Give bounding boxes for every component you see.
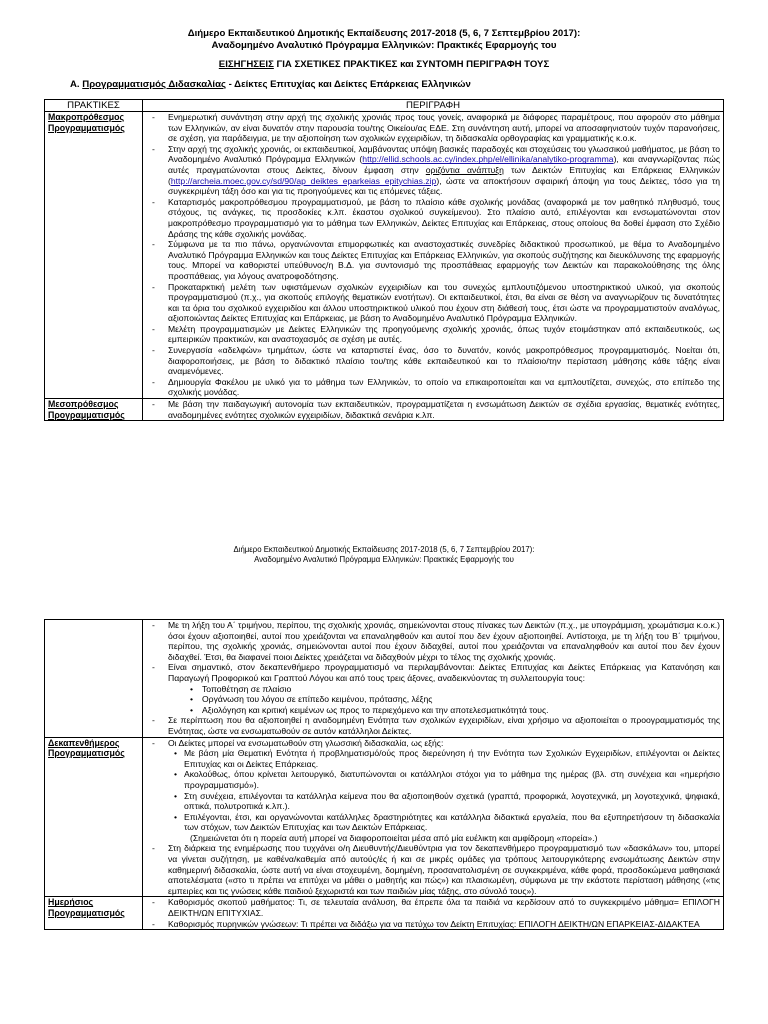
text-span: των Δεικτών Επιτυχίας και Επάρκειας Ελληνικών (	[168, 164, 720, 186]
table-row-biweekly	[45, 737, 724, 897]
bullet-item: • Στη συνέχεια, επιλέγονται τα κατάλληλα κείμενα που θα αξιοποιηθούν σχετικά (γραπτά, προφορικά, λογοτεχνικά, μη λογοτεχνικά, ψηφιακά, οπτικά, πολυτροπικά κ.λπ.).	[184, 791, 720, 812]
page-gap	[0, 580, 768, 617]
section-title	[0, 59, 768, 71]
table-row-mid-term	[45, 399, 724, 421]
bullet-item: • Οργάνωση του λόγου σε επίπεδο κειμένου, πρότασης, λέξης	[202, 694, 720, 705]
subsection-rest: - Δείκτες Επιτυχίας και Δείκτες Επάρκειας Ελληνικών	[226, 79, 471, 90]
subsection-underlined: Προγραμματισμός Διδασκαλίας	[82, 79, 226, 90]
analytical-program-link[interactable]: http://ellid.schools.ac.cy/index.php/el/ellinika/analytiko-programma	[362, 154, 614, 165]
bullet-item: • Τοποθέτηση σε πλαίσιο	[202, 684, 720, 695]
list-item: - Στη διάρκεια της ενημέρωσης που τυχγάνει ο/η Διευθυντής/Διευθύντρια για τον δεκαπενθήμερο προγραμματισμό των «δασκάλων» του, μπορεί να γίνεται συζήτηση, με καθένα/καθεμία από αυτούς/ές ή και σε μικρές ομάδες για τρόπους λειτουργικότερης ενσωμάτωσης Δεικτών στην καθημερινή διδασκαλία, ώστε αυτή να είναι στοχευμένη, δομημένη, προσανατολισμένη σε συγκεκριμένα, κάθε φορά, προσδοκώμενα μαθησιακά αποτελέσματα («στο τι πρέπει να επιτύχει να μάθει ο μαθητής και πώς») και πλαισιωμένη, σύμφωνα με την εκάστοτε περίσταση μάθησης («τις εμπειρίες και τις γνώσεις κάθε παιδιού ξεχωριστά και των παιδιών μίας τάξης, στο σύνολό τους»).	[168, 843, 720, 896]
text-span: Οι Δείκτες μπορεί να ενσωματωθούν στη γλωσσική διδασκαλία, ως εξής:	[168, 737, 444, 748]
list-item: - Σε περίπτωση που θα αξιοποιηθεί η αναδομημένη Ενότητα των σχολικών εγχειριδίων, είναι χρήσιμο να αξιοποιείται ο προογραμματισμός της Ενότητας, ώστε να ενσωματωθούν σε αυτόν κατάλληλοι Δείκτες.	[168, 715, 720, 736]
table-header-row	[45, 100, 724, 112]
daily-description	[143, 897, 724, 930]
list-item: - Δημιουργία Φακέλου με υλικό για το μάθημα των Ελληνικών, το οποίο να επικαιροποιείται και να εμπλουτίζεται, συνεχώς, στο επίπεδο της σχολικής μονάδας.	[168, 377, 720, 398]
document-header	[0, 0, 768, 52]
process-note: (Σημειώνεται ότι η πορεία αυτή μπορεί να διαφοροποιείται μέσα από μία ευέλικτη και αμφίδρομη «πορεία».)	[190, 832, 598, 843]
text-span: Στην αρχή της σχολικής χρονιάς, οι εκπαιδευτικοί, λαμβάνοντας υπόψη βασικές παραδοχές και στοχεύσεις του γλωσσικού μαθήματος, με βάση το Αναδομημένο Αναλυτικό Πρόγραμμα Ελληνικών (	[168, 143, 720, 165]
practices-table	[44, 99, 724, 421]
daily-label: Ημερήσιος Προγραμματισμός	[45, 897, 143, 930]
text-span: ), ώστε να αποκτήσουν σφαιρική άποψη για τους Δείκτες, τόσο για τη συγκεκριμένη τάξη όσο και για τις προηγούμενες και τις επόμενες τάξεις.	[168, 175, 720, 197]
biweekly-description	[143, 737, 724, 897]
list-item	[168, 738, 720, 844]
subsection-letter: Α.	[70, 79, 83, 90]
list-item: - Ενημερωτική συνάντηση στην αρχή της σχολικής χρονιάς προς τους γονείς, αναφορικά με διάφορες παραμέτρους, που αφορούν στο μάθημα των Ελληνικών, αν είναι δυνατόν στην παρουσία του/της Οικείου/ας ΕΔΕ. Στη συνάντηση αυτή, μπορεί να αποσαφηνιστούν τυχόν παρανοήσεις, σε σχέση, για παράδειγμα, με την αξιοποίηση των σχολικών εγχειριδίων, τη διδασκαλία ορθογραφίας και γραμματικής κ.ο.κ.	[168, 112, 720, 144]
list-item	[168, 662, 720, 715]
section-title-rest: ΓΙΑ ΣΧΕΤΙΚΕΣ ΠΡΑΚΤΙΚΕΣ και ΣΥΝΤΟΜΗ ΠΕΡΙΓΡΑΦΗ ΤΟΥΣ	[273, 59, 550, 70]
bullet-item: • Με βάση μία Θεματική Ενότητα ή προβληματισμό/ούς προς διερεύνηση ή την Ενότητα των Σχολικών Εγχειριδίων, επιλέγονται οι Δείκτες Επιτυχίας και οι Δείκτες Επάρκειας.	[184, 748, 720, 769]
list-item: - Συνεργασία «αδελφών» τμημάτων, ώστε να καταρτιστεί ένας, όσο το δυνατόν, κοινός μακροπρόθεσμος προγραμματισμός. Νοείται ότι, διαφοροποιήσεις, με βάση το διδακτικό πλαίσιο του/της κάθε εκπαιδευτικού και το πλαίσιο/την περίσταση μάθησης κάθε τάξης είναι αναμενόμενες.	[168, 345, 720, 377]
mid-term-label-empty	[45, 620, 143, 738]
list-item: - Με βάση την παιδαγωγική αυτονομία των εκπαιδευτικών, προγραμματίζεται η ενσωμάτωση Δεικτών σε σχέδια εργασίας, θεματικές ενότητες, αναδομημένες ενότητες σχολικών εγχειριδίων, διδακτικά σενάρια κ.λπ.	[168, 399, 720, 420]
bullet-item: • Επιλέγονται, έτσι, και οργανώνονται κατάλληλες δραστηριότητες και κατάλληλα διδακτικά εργαλεία, που θα εξυπηρετήσουν τη διδασκαλία των στόχων, των Δεικτών Επιτυχίας και των Δεικτών Επάρκειας.	[184, 812, 720, 833]
document-page-2	[0, 617, 768, 1024]
long-term-description	[143, 112, 724, 399]
list-item: - Καθορισμός πυρηνικών γνώσεων: Τι πρέπει να διδάξω για να πετύχω τον Δείκτη Επιτυχίας: ΕΠΙΛΟΓΗ ΔΕΙΚΤΗ/ΩΝ ΕΠΑΡΚΕΙΑΣ-ΔΙΔΑΚΤΕΑ	[168, 919, 720, 930]
table-row-long-term	[45, 112, 724, 399]
bullet-item: • Ακολούθως, όπου κρίνεται λειτουργικό, διατυπώνονται οι κατάλληλοι στόχοι για το μάθημα της ημέρας (βλ. στη συνέχεια και «ημερήσιο προγραμματισμό»).	[184, 769, 720, 790]
column-header-practices: ΠΡΑΚΤΙΚΕΣ	[45, 100, 143, 112]
list-item: - Μελέτη προγραμματισμών με Δείκτες Ελληνικών της προηγούμενης σχολικής χρονιάς, όπως τυχόν ετοιμάστηκαν από εκπαιδευτικούς, ως εμπειρικών πρακτικών, και αναστοχασμός σε σχέση με αυτές.	[168, 324, 720, 345]
mid-term-label: Μεσοπρόθεσμος Προγραμματισμός	[45, 399, 143, 421]
biweekly-label: Δεκαπενθήμερος Προγραμματισμός	[45, 737, 143, 897]
footer-line-1: Διήμερο Εκπαιδευτικού Δημοτικής Εκπαίδευσης 2017-2018 (5, 6, 7 Σεπτεμβρίου 2017):	[233, 545, 535, 554]
practices-table-continued	[44, 619, 724, 930]
horizontal-development-text: οριζόντια ανάπτυξη	[425, 164, 504, 175]
footer-line-2: Αναδομημένο Αναλυτικό Πρόγραμμα Ελληνικών: Πρακτικές Εφαρμογής του	[254, 554, 514, 564]
header-line-2: Αναδομημένο Αναλυτικό Πρόγραμμα Ελληνικών: Πρακτικές Εφαρμογής του	[211, 40, 557, 51]
page-footer	[0, 545, 768, 564]
long-term-label: Μακροπρόθεσμος Προγραμματισμός	[45, 112, 143, 399]
indicators-zip-link[interactable]: http://archeia.moec.gov.cy/sd/90/ap_deiktes_eparkeias_epitychias.zip	[170, 175, 437, 186]
list-item: - Με τη λήξη του Α΄ τριμήνου, περίπου, της σχολικής χρονιάς, σημειώνονται στους πίνακες των Δεικτών (π.χ., με υπογράμμιση, χρωμάτισμα κ.ο.κ.) όσοι έχουν αξιοποιηθεί, αυτοί που χρειάζονται να επαναληφθούν και αυτοί που δεν έχουν αξιοποιηθεί. Αντίστοιχα, με τη λήξη του Β΄ τριμήνου, περίπου, της σχολικής χρονιάς, σημειώνονται αυτοί που έχουν διδαχθεί, αυτοί που χρειάζονται να επαναληφθούν και αυτοί που δεν έχουν διδαχθεί. Έτσι, θα διαφανεί ποιοι Δείκτες χρειάζεται να διδαχθούν μέχρι το τέλος της σχολικής χρονιάς.	[168, 620, 720, 662]
header-line-1: Διήμερο Εκπαιδευτικού Δημοτικής Εκπαίδευσης 2017-2018 (5, 6, 7 Σεπτεμβρίου 2017):	[187, 28, 581, 39]
column-header-description: ΠΕΡΙΓΡΑΦΗ	[143, 100, 724, 112]
list-item: - Καθορισμός σκοπού μαθήματος: Τι, σε τελευταία ανάλυση, θα έπρεπε όλα τα παιδιά να κερδίσουν από το συγκεκριμένο μάθημα= ΕΠΙΛΟΓΗ ΔΕΙΚΤΗ/ΩΝ ΕΠΙΤΥΧΙΑΣ.	[168, 897, 720, 918]
subsection-title	[70, 79, 768, 90]
bullet-item: • Αξιολόγηση και κριτική κειμένων ως προς το περιεχόμενο και την αποτελεσματικότητά τους.	[202, 705, 720, 716]
table-row-mid-term-continued	[45, 620, 724, 738]
list-item: - Καταρτισμός μακροπρόθεσμου προγραμματισμού, με βάση το πλαίσιο κάθε σχολικής μονάδας (αναφορικά με τον μαθητικό πληθυσμό, τους στόχους, τις ανάγκες, τις προσδοκίες κ.λπ. έκαστου σχολικού συγκείμενου). Στο πλαίσιο αυτό, επιλέγονται και ενσωματώνονται στον μακροπρόθεσμο προγραμματισμό για το μάθημα των Ελληνικών, Δείκτες Επιτυχίας και Επάρκειας, στους οποίους θα δοθεί έμφαση στο Σχέδιο Δράσης της κάθε σχολικής μονάδας.	[168, 197, 720, 239]
list-item: - Σύμφωνα με τα πιο πάνω, οργανώνονται επιμορφωτικές και αναστοχαστικές συνεδρίες διδακτικού προσωπικού, με θέμα το Αναδομημένο Αναλυτικό Πρόγραμμα Ελληνικών και τους Δείκτες Επιτυχίας και Επάρκειας Ελληνικών, για σκοπούς συζήτησης και διευκόλυνσης της εφαρμογής τους. Μπορεί να καθοριστεί υπεύθυνος/η Β.Δ. για συντονισμό της προσπάθειας εφαρμογής των Δεικτών και παρακολούθησης της όλης προσπάθειας, για λόγους ανατροφοδότησης.	[168, 239, 720, 281]
text-span: ), και αναγνωρίζοντας πώς αυτές πραγματώνονται στους Δείκτες, δίνουν έμφαση στην	[168, 154, 720, 175]
list-item: - Προκαταρκτική μελέτη των υφιστάμενων σχολικών εγχειριδίων και του συνεχώς εμπλουτιζόμενου υποστηρικτικού υλικού, για σκοπούς προγραμματισμού (π.χ., για σκοπούς επιλογής θεματικών ενοτήτων). Οι εκπαιδευτικοί, έτσι, θα είναι σε θέση να αναγνωρίζουν τις δυνατότητες και τα όρια του σχολικού εγχειριδίου και άλλου υποστηρικτικού υλικού που έχουν στη διάθεσή τους, έτσι ώστε να προγραμματιστούν αναλόγως, αξιοποιώντας Δείκτες Επιτυχίας και Επάρκειας, με βάση το Αναδομημένο Αναλυτικό Πρόγραμμα Ελληνικών.	[168, 282, 720, 324]
section-title-underlined: ΕΙΣΗΓΗΣΕΙΣ	[218, 59, 274, 70]
text-span: Είναι σημαντικό, στον δεκαπενθήμερο προγραμματισμό να περιλαμβάνονται: Δείκτες Επιτυχίας και Δείκτες Επάρκειας για Κατανόηση και Παραγωγή Προφορικού και Γραπτού Λόγου και από τους τρεις άξονες, αναδεικνύοντας τη συλλειτουργία τους:	[168, 662, 720, 683]
mid-term-description	[143, 399, 724, 421]
mid-term-description-continued	[143, 620, 724, 738]
table-row-daily	[45, 897, 724, 930]
list-item	[168, 144, 720, 197]
